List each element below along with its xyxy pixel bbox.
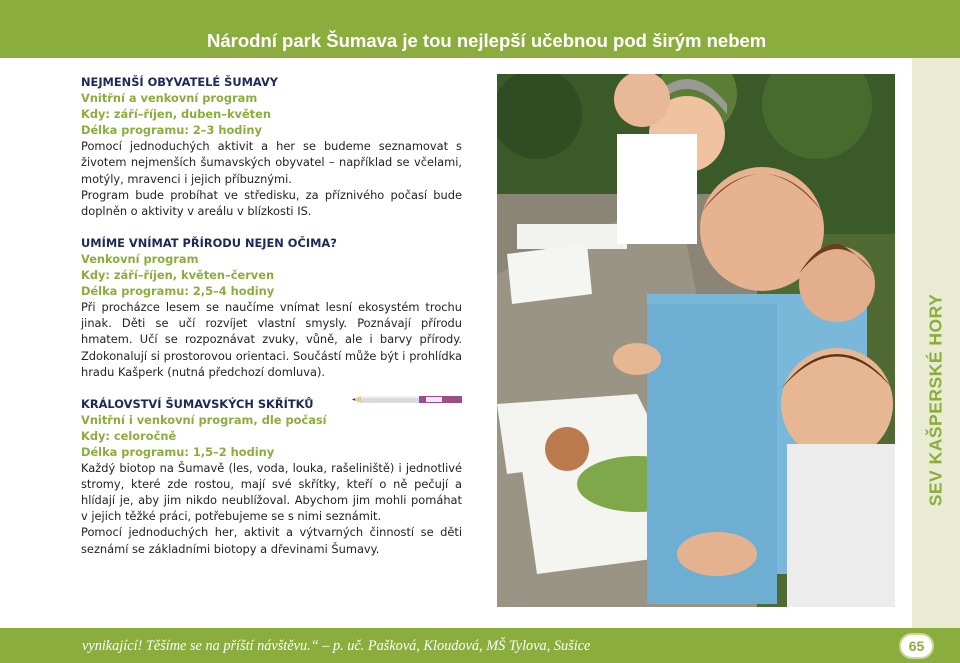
program-duration: Délka programu: 2–3 hodiny bbox=[81, 123, 262, 138]
program-when: Kdy: celoročně bbox=[81, 428, 177, 443]
program-type: Vnitřní a venkovní program bbox=[81, 91, 258, 106]
section-paragraph: Každý biotop na Šumavě (les, voda, louka, rašeliniště) i jednotlivé stromy, které zde rostou, mají své skřítky, kteří o ně pečují a hlídají je, aby jim nikdo neublížoval. Abychom jim mohli pomáhat v jejich těžké práci, potřebujeme se s nimi seznámit. bbox=[81, 461, 462, 524]
program-duration: Délka programu: 1,5–2 hodiny bbox=[81, 444, 275, 459]
program-duration: Délka programu: 2,5–4 hodiny bbox=[81, 284, 275, 299]
section-paragraph: Při procházce lesem se naučíme vnímat lesní ekosystém trochu jinak. Děti se učí rozvíjet vlastní smysly. Poznávají přírodu hmatem. Učí se rozpoznávat zvuky, vůně, ale i barvy přírody. Zdokonalují si prostorovou orientaci. Součástí může být i prohlídka hradu Kašperk (nutná předchozí domluva). bbox=[81, 300, 462, 379]
program-section bbox=[81, 235, 462, 380]
program-type: Vnitřní i venkovní program, dle počasí bbox=[81, 412, 327, 427]
footer-bar bbox=[0, 628, 960, 663]
page-number: 65 bbox=[899, 633, 934, 659]
section-paragraph: Program bude probíhat ve středisku, za příznivého počasí bude doplněn o aktivity v areálu v blízkosti IS. bbox=[81, 187, 462, 218]
page-title: Národní park Šumava je tou nejlepší učebnou pod širým nebem bbox=[207, 30, 767, 51]
program-when: Kdy: září–říjen, květen–červen bbox=[81, 268, 275, 283]
section-heading: KRÁLOVSTVÍ ŠUMAVSKÝCH SKŘÍTKŮ bbox=[81, 396, 314, 411]
children-puzzle-photo bbox=[497, 74, 895, 607]
section-paragraph: Pomocí jednoduchých aktivit a her se budeme seznamovat s životem nejmenších šumavských obyvatel – například se včelami, motýly, mravenci i jejich příbuznými. bbox=[81, 139, 462, 186]
program-type: Venkovní program bbox=[81, 251, 199, 266]
side-title: SEV KAŠPERSKÉ HORY bbox=[925, 293, 946, 507]
side-strip bbox=[912, 58, 960, 628]
section-heading: NEJMENŠÍ OBYVATELÉ ŠUMAVY bbox=[81, 75, 279, 89]
section-heading: UMÍME VNÍMAT PŘÍRODU NEJEN OČIMA? bbox=[81, 235, 337, 250]
program-section bbox=[81, 74, 462, 219]
section-paragraph: Pomocí jednoduchých her, aktivit a výtvarných činností se děti seznámí se základními biotopy a dřevinami Šumavy. bbox=[81, 525, 462, 556]
program-when: Kdy: září–říjen, duben–květen bbox=[81, 107, 271, 122]
text-column bbox=[81, 74, 462, 573]
testimonial-quote: vynikající! Těšíme se na příští návštěvu.“ – p. uč. Pašková, Kloudová, MŠ Tylova, Sušice bbox=[82, 638, 591, 654]
program-section bbox=[81, 396, 462, 557]
header-bar bbox=[0, 0, 960, 58]
pencil-icon bbox=[352, 394, 462, 405]
